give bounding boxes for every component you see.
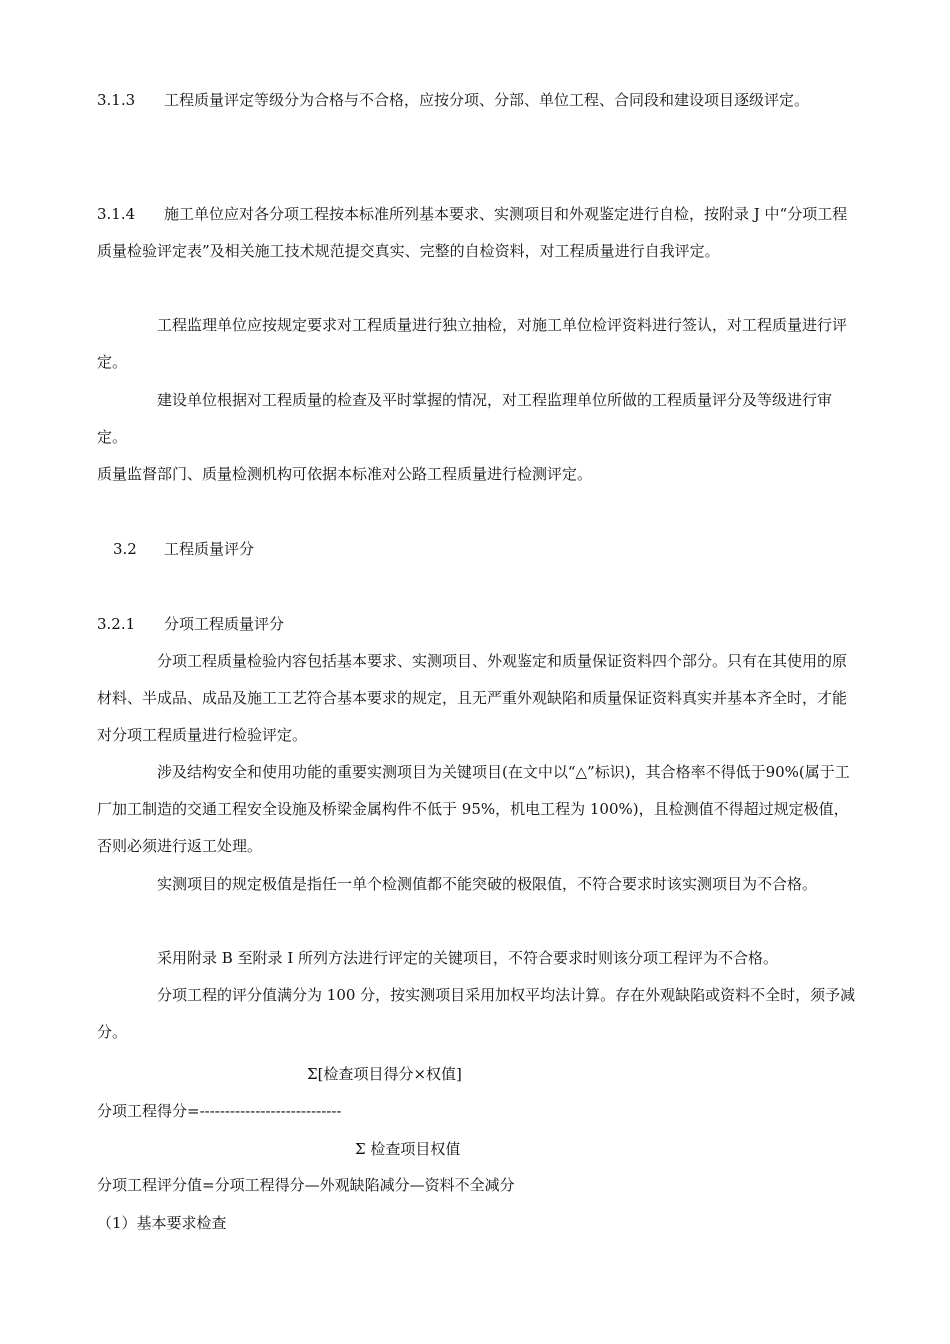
- paragraph-inspection-content: 分项工程质量检验内容包括基本要求、实测项目、外观鉴定和质量保证资料四个部分。只有在其使用的原材料、半成品、成品及施工工艺符合基本要求的规定，且无严重外观缺陷和质量保证资料真实并基本齐全时，才能对分项工程质量进行检验评定。: [97, 652, 848, 744]
- section-3-2-1-heading: [97, 606, 857, 643]
- paragraph-supervisory-dept: 质量监督部门、质量检测机构可依据本标准对公路工程质量进行检测评定。: [97, 465, 593, 483]
- section-text: 工程质量评定等级分为合格与不合格，应按分项、分部、单位工程、合同段和建设项目逐级评定。: [164, 91, 810, 109]
- paragraph-limit-values: 实测项目的规定极值是指任一单个检测值都不能突破的极限值，不符合要求时该实测项目为不合格。: [157, 875, 818, 893]
- section-3-1-3: [97, 82, 857, 119]
- paragraph-score-calculation: 分项工程的评分值满分为 100 分，按实测项目采用加权平均法计算。存在外观缺陷或资料不全时，须予减分。: [97, 986, 856, 1041]
- formula-denominator: Σ 检查项目权值: [355, 1140, 461, 1158]
- formula-numerator: Σ[检查项目得分×权值]: [307, 1065, 462, 1083]
- formula-score-value: 分项工程评分值=分项工程得分—外观缺陷减分—资料不全减分: [97, 1176, 515, 1194]
- paragraph-appendix-methods: 采用附录 B 至附录 I 所列方法进行评定的关键项目，不符合要求时则该分项工程评为不合格。: [157, 949, 779, 967]
- section-title: 工程质量评分: [164, 540, 255, 558]
- paragraph-owner: 建设单位根据对工程质量的检查及平时掌握的情况，对工程监理单位所做的工程质量评分及等级进行审定。: [97, 391, 833, 446]
- section-text: 施工单位应对各分项工程按本标准所列基本要求、实测项目和外观鉴定进行自检，按附录 J 中“分项工程质量检验评定表”及相关施工技术规范提交真实、完整的自检资料，对工程质量进行自我评定。: [97, 205, 848, 260]
- paragraph-key-items: 涉及结构安全和使用功能的重要实测项目为关键项目(在文中以“△”标识)，其合格率不得低于90%(属于工厂加工制造的交通工程安全设施及桥梁金属构件不低于 95%，机电工程为 100%)，且检测值不得超过规定极值，否则必须进行返工处理。: [97, 763, 850, 855]
- section-number: 3.2: [113, 540, 137, 558]
- section-title: 分项工程质量评分: [164, 615, 285, 633]
- section-number: 3.2.1: [97, 615, 136, 633]
- paragraph-supervision: 工程监理单位应按规定要求对工程质量进行独立抽检，对施工单位检评资料进行签认，对工程质量进行评定。: [97, 316, 848, 371]
- formula-lhs: 分项工程得分=----------------------------: [97, 1102, 342, 1120]
- section-3-2-heading: [97, 531, 857, 568]
- section-number: 3.1.4: [97, 205, 136, 223]
- item-basic-requirements: （1）基本要求检查: [97, 1214, 227, 1232]
- section-number: 3.1.3: [97, 91, 136, 109]
- section-3-1-4: [97, 196, 857, 270]
